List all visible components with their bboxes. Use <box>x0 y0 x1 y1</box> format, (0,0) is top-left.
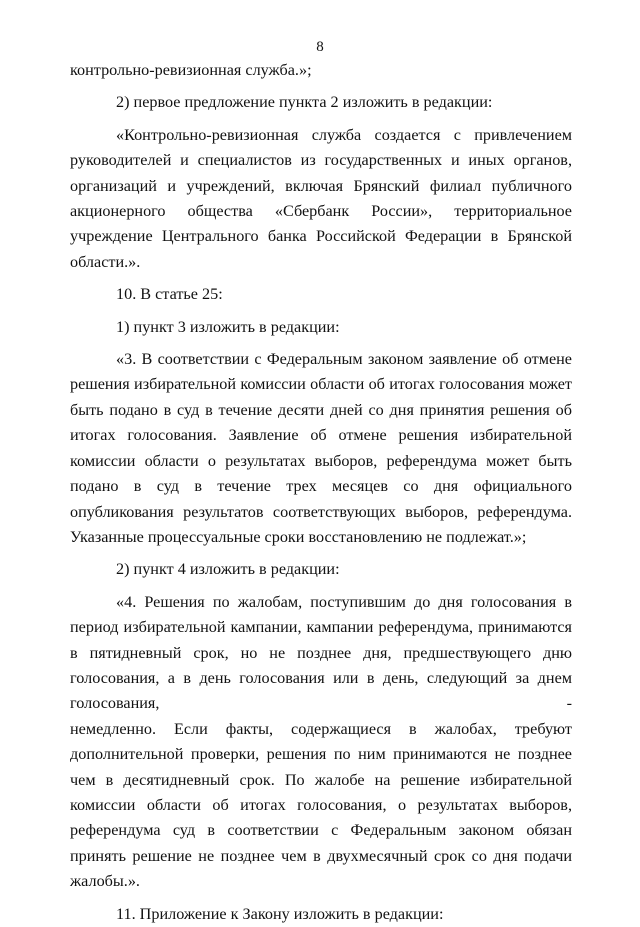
paragraph-point-3-heading: 1) пункт 3 изложить в редакции: <box>116 317 340 336</box>
paragraph-point-4-text-part-2: немедленно. Если факты, содержащиеся в жалобах, требуют дополнительной проверки, решения по ним принимаются не позднее чем в десятидневный срок. По жалобе на решение избирательной комиссии области об итогах голосования, о результатах выборов, референдума суд в соответствии с Федеральным законом обязан принять решение не позднее чем в двухмесячный срок со дня подачи жалобы.». <box>70 719 572 891</box>
paragraph-quote-service-part-2: акционерного общества «Сбербанк России», территориальное учреждение Центрального банка Российской Федерации в Брянской области.». <box>70 202 572 271</box>
paragraph-continuation: контрольно-ревизионная служба.»; <box>70 61 312 79</box>
paragraph-amendment-point-2: 2) первое предложение пункта 2 изложить в редакции: <box>116 93 493 112</box>
document-body <box>70 58 572 927</box>
paragraph-appendix: 11. Приложение к Закону изложить в редакции: <box>116 904 444 923</box>
page-number: 8 <box>316 39 324 55</box>
paragraph-point-4-heading: 2) пункт 4 изложить в редакции: <box>116 560 340 579</box>
paragraph-point-4-text-part-1: «4. Решения по жалобам, поступившим до дня голосования в период избирательной кампании, кампании референдума, принимаются в пятидневный срок, но не позднее дня, предшествующего дню голосования, а в день голосования или в день, следующий за днем голосования, - <box>70 592 572 713</box>
paragraph-article-25: 10. В статье 25: <box>116 285 223 304</box>
paragraph-quote-service-part-1: «Контрольно-ревизионная служба создается с привлечением руководителей и специалистов из государственных и иных органов, организаций и учреждений, включая Брянский филиал публичного <box>70 125 572 195</box>
paragraph-point-3-text: «3. В соответствии с Федеральным законом заявление об отмене решения избирательной комиссии области об итогах голосования может быть подано в суд в течение десяти дней со дня принятия решения об итогах голосования. Заявление об отмене решения избирательной комиссии области о результатах выборов, референдума может быть подано в суд в течение трех месяцев со дня официального опубликования результатов соответствующих выборов, референдума. Указанные процессуальные сроки восстановлению не подлежат.»; <box>70 350 572 546</box>
